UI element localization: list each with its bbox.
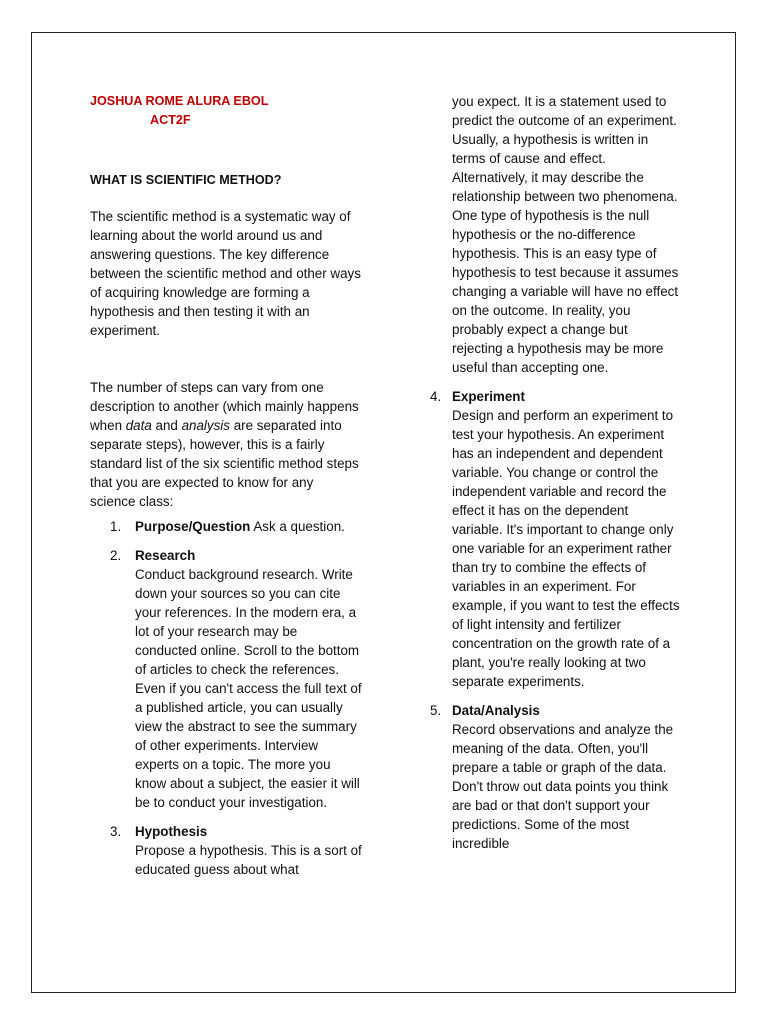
step-purpose-question — [90, 517, 362, 536]
step-title: Research — [135, 548, 196, 563]
steps-intro-analysis-word: analysis — [181, 418, 230, 433]
step-number: 3. — [110, 824, 122, 839]
step-text: Design and perform an experiment to test your hypothesis. An experiment has an independent and dependent variable. You change or control the independent variable and record the effect it has on the dependent variable. It's important to change only one variable for an experiment rather than try to combine the effects of variables in an experiment. For example, if you want to test the effects of light intensity and fertilizer concentration on the growth rate of a plant, you're really looking at two separate experiments. — [452, 408, 680, 689]
step-research — [90, 546, 362, 812]
step-title: Data/Analysis — [452, 703, 540, 718]
step-title: Hypothesis — [135, 824, 208, 839]
steps-intro-paragraph — [90, 378, 362, 511]
author-block — [90, 92, 362, 130]
left-column — [90, 92, 362, 889]
step-text: Ask a question. — [253, 519, 345, 534]
author-section: ACT2F — [150, 113, 191, 127]
step-text: Propose a hypothesis. This is a sort of educated guess about what — [135, 843, 362, 877]
right-column — [430, 92, 680, 863]
steps-intro-before: The number of steps can vary from one description to another (which mainly happens when — [90, 380, 359, 433]
step-hypothesis — [90, 822, 362, 879]
intro-paragraph: The scientific method is a systematic way of learning about the world around us and answering questions. The key difference between the scientific method and other ways of acquiring knowledge are forming a hypothesis and then testing it with an experiment. — [90, 209, 361, 338]
step-text: Conduct background research. Write down your sources so you can cite your references. In the modern era, a lot of your research may be conducted online. Scroll to the bottom of articles to check the references. Even if you can't access the full text of a published article, you can usually view the abstract to see the summary of other experiments. Interview experts on a topic. The more you know about a subject, the easier it will be to conduct your investigation. — [135, 567, 362, 810]
step-hypothesis-continued: you expect. It is a statement used to predict the outcome of an experiment. Usually, a hypothesis is written in terms of cause and effect. Alternatively, it may describe the relationship between two phenomena. One type of hypothesis is the null hypothesis or the no-difference hypothesis. This is an easy type of hypothesis to test because it assumes changing a variable will have no effect on the outcome. In reality, you probably expect a change but rejecting a hypothesis may be more useful than accepting one. — [452, 94, 679, 375]
step-text: Record observations and analyze the meaning of the data. Often, you'll prepare a table or graph of the data. Don't throw out data points you think are bad or that don't support your predictions. Some of the most incredible — [452, 722, 674, 851]
document-title: WHAT IS SCIENTIFIC METHOD? — [90, 173, 282, 187]
author-name: JOSHUA ROME ALURA EBOL — [90, 94, 269, 108]
steps-intro-data-word: data — [125, 418, 152, 433]
step-number: 2. — [110, 548, 122, 563]
step-title: Experiment — [452, 389, 525, 404]
step-number: 4. — [430, 389, 442, 404]
step-number: 1. — [110, 519, 122, 534]
steps-intro-and-word: and — [151, 418, 182, 433]
step-data-analysis — [430, 701, 680, 853]
step-experiment — [430, 387, 680, 691]
step-number: 5. — [430, 703, 442, 718]
steps-intro-after: are separated into separate steps), however, this is a fairly standard list of the six scientific method steps that you are expected to know for any science class: — [90, 418, 359, 509]
step-title: Purpose/Question — [135, 519, 251, 534]
